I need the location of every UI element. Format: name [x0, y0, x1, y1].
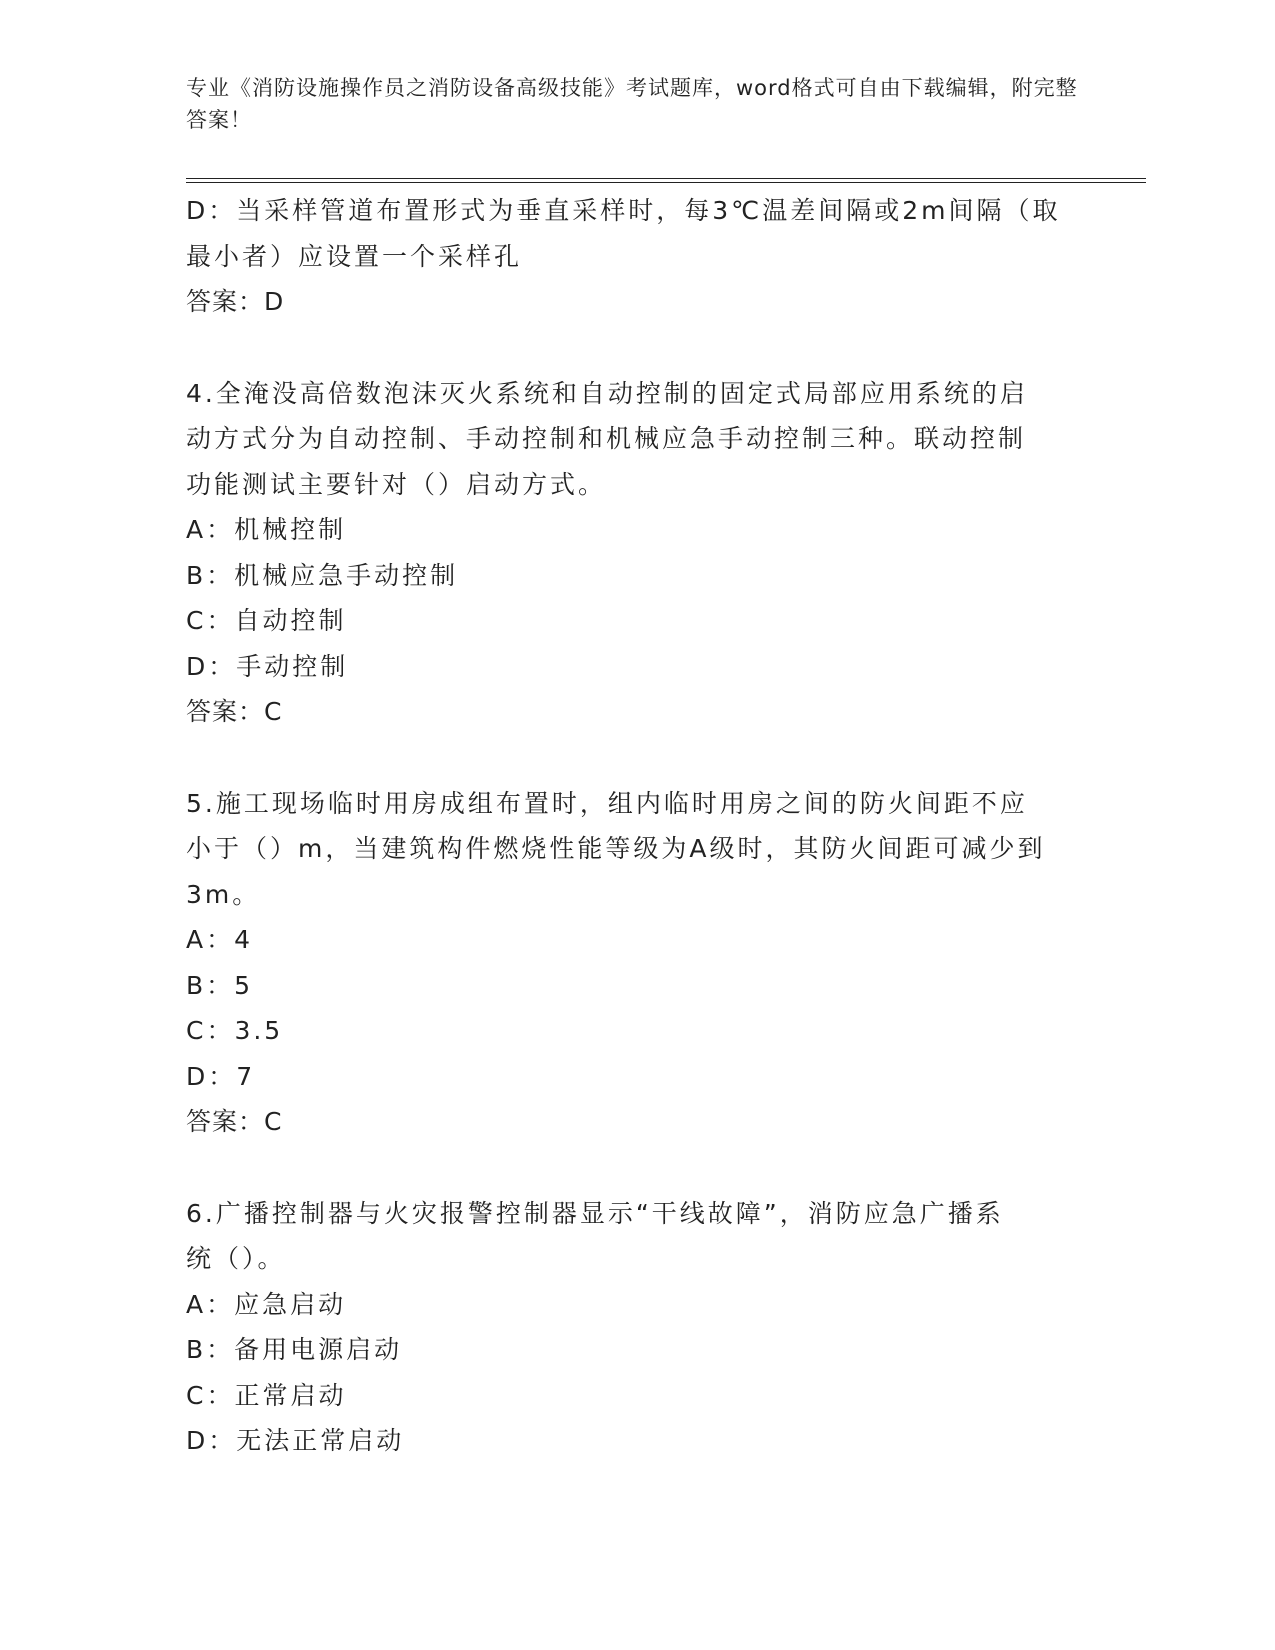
q5-answer: 答案：C: [186, 1107, 283, 1136]
q5-option-a: A：4: [186, 925, 254, 954]
question-3-tail: [186, 188, 1086, 325]
q5-stem-line1: 5.施工现场临时用房成组布置时，组内临时用房之间的防火间距不应: [186, 788, 1028, 818]
q6-stem-line1: 6.广播控制器与火灾报警控制器显示“干线故障”，消防应急广播系: [186, 1198, 1004, 1228]
header-text: 专业《消防设施操作员之消防设备高级技能》考试题库，word格式可自由下载编辑，附完整答案！: [186, 76, 1078, 132]
q6-option-b: B：备用电源启动: [186, 1335, 403, 1364]
q5-option-b: B：5: [186, 970, 254, 1000]
q3-option-d-line1: D：当采样管道布置形式为垂直采样时，每3℃温差间隔或2m间隔（取: [186, 196, 1061, 225]
q5-option-d: D：7: [186, 1061, 256, 1091]
spacer: [186, 325, 1086, 371]
q6-option-a: A：应急启动: [186, 1289, 347, 1319]
q5-stem-line3: 3m。: [186, 879, 261, 909]
header-divider-bottom: [186, 182, 1146, 183]
question-6: [186, 1191, 1086, 1464]
question-5: [186, 781, 1086, 1145]
q6-option-c: C：正常启动: [186, 1380, 347, 1410]
spacer: [186, 1145, 1086, 1191]
q4-stem-line1: 4.全淹没高倍数泡沫灭火系统和自动控制的固定式局部应用系统的启: [186, 378, 1028, 408]
question-4: [186, 371, 1086, 735]
page-header: [186, 72, 1086, 136]
q4-option-c: C：自动控制: [186, 606, 347, 635]
q3-option-d-line2: 最小者）应设置一个采样孔: [186, 241, 523, 271]
q4-option-b: B：机械应急手动控制: [186, 560, 459, 590]
spacer: [186, 735, 1086, 781]
q6-option-d: D：无法正常启动: [186, 1426, 405, 1455]
header-divider-top: [186, 178, 1146, 179]
q6-stem-line2: 统（）。: [186, 1244, 286, 1273]
q4-answer: 答案：C: [186, 697, 283, 726]
q4-stem-line3: 功能测试主要针对（）启动方式。: [186, 469, 607, 499]
q5-option-c: C：3.5: [186, 1016, 284, 1045]
q4-stem-line2: 动方式分为自动控制、手动控制和机械应急手动控制三种。联动控制: [186, 424, 1027, 453]
q3-answer: 答案：D: [186, 287, 285, 316]
q4-option-a: A：机械控制: [186, 515, 347, 544]
q4-option-d: D：手动控制: [186, 651, 349, 681]
q5-stem-line2: 小于（）m，当建筑构件燃烧性能等级为A级时，其防火间距可减少到: [186, 834, 1046, 863]
question-content: [186, 188, 1086, 1464]
